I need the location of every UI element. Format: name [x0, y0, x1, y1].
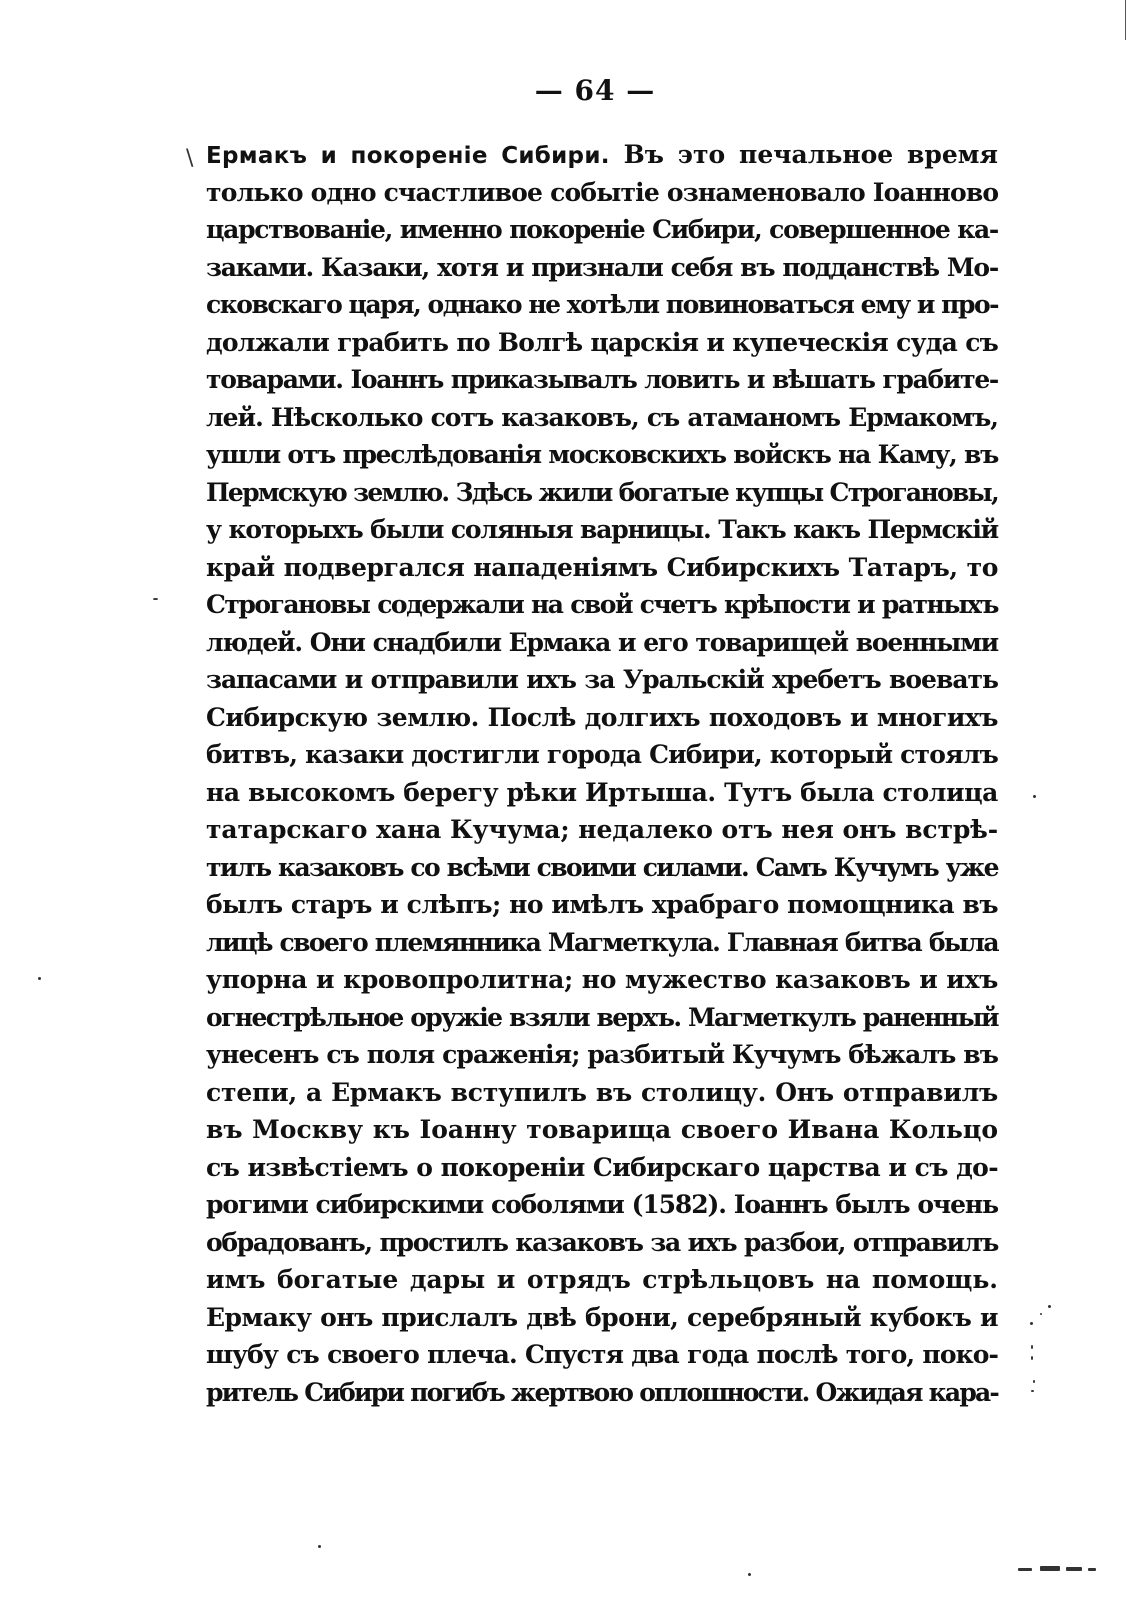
scan-speck	[153, 598, 158, 600]
scan-speck	[748, 1573, 751, 1576]
text-line: унесенъ съ поля сраженія; разбитый Кучумъ бѣжалъ въ	[206, 1040, 998, 1069]
scan-speck	[1031, 1390, 1034, 1392]
scan-speck	[1018, 1568, 1032, 1571]
text-line: тилъ казаковъ со всѣми своими силами. Самъ Кучумъ уже	[206, 852, 998, 882]
page-number: — 64 —	[534, 74, 656, 107]
scan-edge-line	[1125, 0, 1126, 40]
text-line: запасами и отправили ихъ за Уральскій хребетъ воевать	[206, 665, 998, 694]
text-line: ушли отъ преслѣдованія московскихъ войскъ на Каму, въ	[206, 440, 998, 469]
text-line: сковскаго царя, однако не хотѣли повиноваться ему и про-	[206, 290, 998, 319]
scan-speck	[1040, 1566, 1060, 1571]
text-line: огнестрѣльное оружіе взяли верхъ. Магметкулъ раненный	[206, 1002, 998, 1032]
text-line: товарами. Іоаннъ приказывалъ ловить и вѣшать грабите-	[206, 365, 998, 394]
text-line: имъ богатые дары и отрядъ стрѣльцовъ на помощь.	[206, 1265, 998, 1294]
text-line: ритель Сибири погибъ жертвою оплошности. Ожидая кара-	[206, 1377, 998, 1407]
text-line: Ермаку онъ прислалъ двѣ брони, серебряный кубокъ и	[206, 1302, 998, 1332]
scan-speck	[1033, 795, 1036, 798]
scan-speck	[1088, 1568, 1096, 1571]
text-line: обрадованъ, простилъ казаковъ за ихъ разбои, отправилъ	[206, 1227, 998, 1257]
text-line: лицѣ своего племянника Магметкула. Главная битва была	[206, 927, 998, 957]
text-line: шубу съ своего плеча. Спустя два года послѣ того, поко-	[206, 1340, 998, 1369]
scan-speck	[38, 977, 41, 980]
text-line: край подвергался нападеніямъ Сибирскихъ Татаръ, то	[206, 552, 998, 582]
text-line-1	[206, 136, 998, 174]
text-line: битвъ, казаки достигли города Сибири, который стоялъ	[206, 740, 998, 769]
scan-speck	[1066, 1567, 1082, 1571]
text-line: людей. Они снадбили Ермака и его товарищей военными	[206, 627, 998, 657]
text-line: былъ старъ и слѣпъ; но имѣлъ храбраго помощника въ	[206, 890, 998, 919]
text-line: у которыхъ были соляныя варницы. Такъ какъ Пермскій	[206, 515, 998, 544]
scan-speck	[1031, 1345, 1033, 1349]
scan-speck	[1033, 1380, 1035, 1383]
text-line: упорна и кровопролитна; но мужество казаковъ и ихъ	[206, 965, 998, 994]
scan-speck	[1030, 1322, 1033, 1325]
scan-speck	[1048, 1305, 1051, 1308]
text-line: лей. Нѣсколько сотъ казаковъ, съ атаманомъ Ермакомъ,	[206, 402, 998, 432]
text-line: татарскаго хана Кучума; недалеко отъ нея онъ встрѣ-	[206, 815, 998, 844]
body-text	[206, 136, 998, 1411]
scan-speck	[1040, 1313, 1042, 1315]
text-line: царствованіе, именно покореніе Сибири, совершенное ка-	[206, 215, 998, 244]
scan-speck	[1031, 1356, 1033, 1360]
text-line: Строгановы содержали на свой счетъ крѣпости и ратныхъ	[206, 590, 998, 619]
scan-speck	[318, 1545, 321, 1548]
text-line: заками. Казаки, хотя и признали себя въ подданствѣ Мо-	[206, 252, 998, 282]
text-line: Пермскую землю. Здѣсь жили богатые купцы Строгановы,	[206, 477, 998, 507]
section-heading: Ермакъ и покореніе Сибири.	[206, 143, 610, 169]
text-line: только одно счастливое событіе ознаменовало Іоанново	[206, 177, 999, 207]
text-line: на высокомъ берегу рѣки Иртыша. Тутъ была столица	[206, 777, 998, 807]
text-line-1-rest: Въ это печальное время	[623, 140, 998, 169]
text-line: должали грабить по Волгѣ царскія и купеческія суда съ	[206, 327, 998, 357]
text-line: съ извѣстіемъ о покореніи Сибирскаго царства и съ до-	[206, 1152, 998, 1182]
text-line: степи, а Ермакъ вступилъ въ столицу. Онъ отправилъ	[206, 1077, 998, 1107]
text-line: Сибирскую землю. Послѣ долгихъ походовъ и многихъ	[206, 702, 998, 732]
text-line: въ Москву къ Іоанну товарища своего Ивана Кольцо	[206, 1115, 998, 1144]
text-line: рогими сибирскими соболями (1582). Іоаннъ былъ очень	[206, 1190, 998, 1219]
margin-mark: \	[186, 146, 194, 171]
